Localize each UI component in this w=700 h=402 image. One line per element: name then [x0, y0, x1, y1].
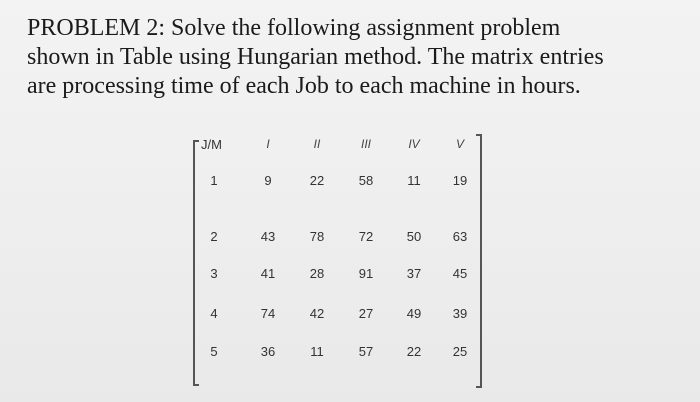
matrix-cell: 42: [309, 306, 325, 321]
job-label: 1: [210, 173, 218, 188]
machine-header: II: [313, 137, 321, 151]
matrix-cell: 19: [452, 173, 468, 188]
job-label: 2: [210, 229, 218, 244]
matrix-cell: 78: [309, 229, 325, 244]
machine-header: IV: [408, 137, 420, 151]
matrix-cell: 49: [406, 306, 422, 321]
matrix-cell: 22: [406, 344, 422, 359]
matrix-cell: 50: [406, 229, 422, 244]
matrix-corner-label: J/M: [201, 137, 222, 152]
matrix-cell: 39: [452, 306, 468, 321]
matrix-left-bracket: [193, 140, 199, 386]
job-label: 4: [210, 306, 218, 321]
matrix-cell: 11: [310, 344, 324, 359]
matrix-cell: 36: [260, 344, 276, 359]
matrix-cell: 37: [406, 266, 422, 281]
matrix-cell: 41: [260, 266, 276, 281]
job-label: 5: [210, 344, 218, 359]
matrix-cell: 72: [358, 229, 374, 244]
assignment-matrix: [190, 120, 490, 390]
problem-line-3: are processing time of each Job to each machine in hours.: [27, 73, 581, 99]
matrix-cell: 9: [264, 173, 272, 188]
problem-statement: [27, 14, 687, 101]
matrix-cell: 57: [358, 344, 374, 359]
matrix-cell: 45: [452, 266, 468, 281]
job-label: 3: [210, 266, 218, 281]
matrix-cell: 27: [358, 306, 374, 321]
matrix-right-bracket: [476, 134, 482, 388]
problem-line-1: PROBLEM 2: Solve the following assignment problem: [27, 15, 561, 41]
problem-line-2: shown in Table using Hungarian method. The matrix entries: [27, 44, 604, 70]
machine-header: I: [266, 137, 270, 151]
machine-header: V: [455, 137, 465, 151]
matrix-cell: 91: [358, 266, 374, 281]
matrix-cell: 58: [358, 173, 374, 188]
matrix-cell: 28: [309, 266, 325, 281]
matrix-cell: 11: [407, 173, 421, 188]
matrix-cell: 63: [452, 229, 468, 244]
machine-header: III: [360, 137, 372, 151]
matrix-cell: 25: [452, 344, 468, 359]
matrix-cell: 43: [260, 229, 276, 244]
matrix-cell: 74: [260, 306, 276, 321]
matrix-cell: 22: [309, 173, 325, 188]
